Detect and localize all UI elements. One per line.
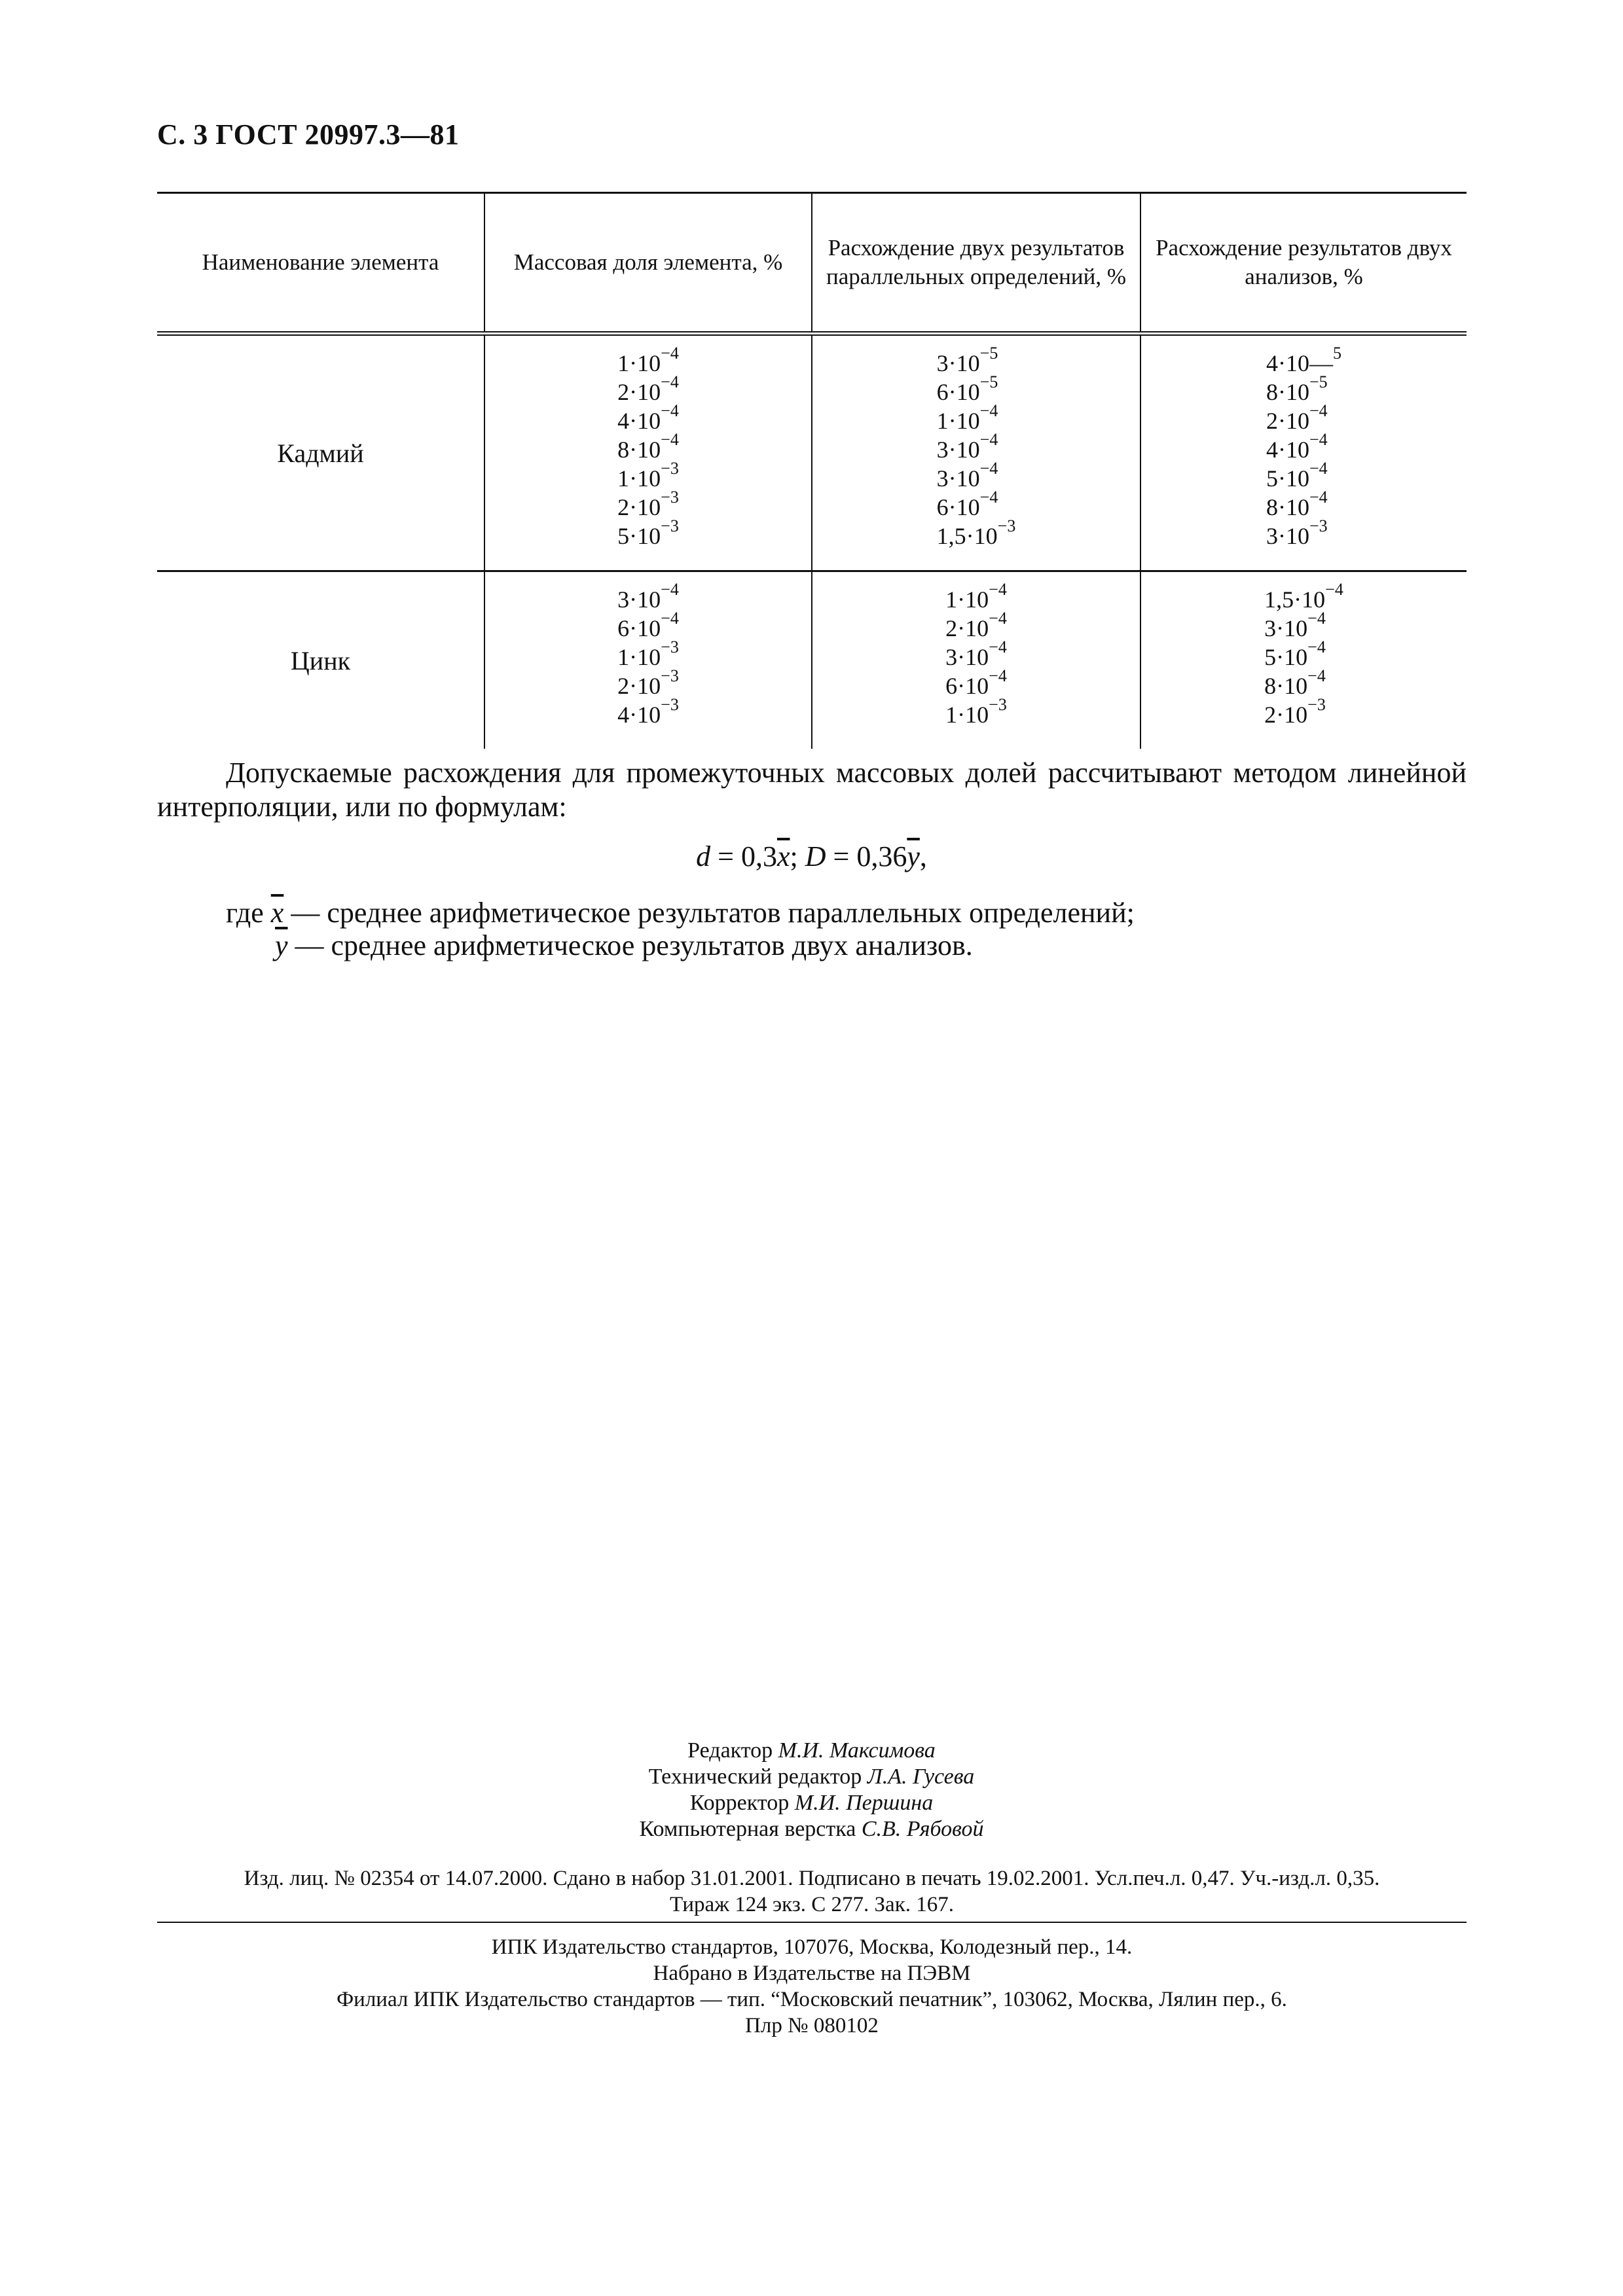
column-header-analyses: Расхождение результатов двух анализов, % — [1140, 193, 1467, 334]
value-mantissa: 4·10 — [617, 702, 661, 728]
value-exponent: −3 — [989, 695, 1007, 714]
value-exponent: −5 — [1309, 372, 1328, 391]
value-mantissa: 5·10 — [1264, 644, 1308, 670]
analyses-values-cell — [1140, 571, 1467, 749]
element-name-cell: Кадмий — [157, 334, 484, 571]
column-header-element: Наименование элемента — [157, 193, 484, 334]
element-name-cell: Цинк — [157, 571, 484, 749]
where-x-line — [226, 897, 1135, 929]
formula-D-eq: = 0,36 — [826, 840, 907, 872]
imprint-top — [157, 1865, 1467, 1918]
value-exponent: −4 — [1309, 430, 1328, 449]
credit-editor-role: Редактор — [687, 1738, 778, 1763]
imprint-line-4: Набрано в Издательстве на ПЭВМ — [653, 1962, 971, 1985]
value-exponent: −3 — [661, 516, 679, 535]
value-mantissa: 5·10 — [617, 523, 661, 549]
value-mantissa: 3·10 — [936, 350, 980, 376]
where-y-text: — среднее арифметическое результатов двух анализов. — [287, 929, 973, 961]
value-entry — [617, 695, 679, 729]
value-exponent: −4 — [979, 401, 998, 420]
value-exponent: −4 — [1307, 666, 1326, 685]
value-exponent: −4 — [661, 401, 679, 420]
value-entry — [617, 516, 679, 550]
value-mantissa: 2·10 — [1264, 702, 1308, 728]
value-mantissa: 8·10 — [1266, 494, 1309, 520]
value-mantissa: 3·10 — [1264, 615, 1308, 641]
value-exponent: −4 — [1309, 401, 1328, 420]
credit-tech-name: Л.А. Гусева — [867, 1765, 975, 1789]
imprint-line-3: ИПК Издательство стандартов, 107076, Москва, Колодезный пер., 14. — [491, 1935, 1133, 1959]
value-entry — [1266, 344, 1341, 378]
value-exponent: −4 — [979, 488, 998, 507]
value-mantissa: 3·10 — [617, 586, 661, 613]
value-mantissa: 1·10 — [617, 644, 661, 670]
value-mantissa: 1,5·10 — [936, 523, 998, 549]
value-exponent: −4 — [661, 344, 679, 363]
table-header-row — [157, 193, 1467, 334]
tolerance-table — [157, 192, 1467, 749]
value-mantissa: 2·10 — [617, 673, 661, 699]
table-row — [157, 571, 1467, 749]
value-entry — [1264, 580, 1343, 614]
formula — [0, 840, 1623, 873]
value-exponent: −3 — [661, 666, 679, 685]
value-exponent: −3 — [661, 637, 679, 656]
formula-x-mean: $\overline{x}$ — [776, 840, 790, 872]
value-mantissa: 4·10 — [1266, 437, 1309, 463]
value-exponent: −4 — [989, 637, 1007, 656]
value-exponent: −3 — [661, 695, 679, 714]
parallel-values-cell — [812, 571, 1140, 749]
value-exponent: −3 — [997, 516, 1016, 535]
value-mantissa: 6·10 — [936, 494, 980, 520]
formula-D: D — [805, 840, 826, 872]
value-exponent: −4 — [661, 609, 679, 628]
value-exponent: 5 — [1333, 344, 1341, 363]
value-entry — [1264, 637, 1343, 672]
value-exponent: −4 — [661, 430, 679, 449]
value-mantissa: 3·10 — [945, 644, 989, 670]
column-header-parallel: Расхождение двух результатов параллельных определений, % — [812, 193, 1140, 334]
value-mantissa: 1,5·10 — [1264, 586, 1326, 613]
formula-d: d — [696, 840, 711, 872]
imprint-divider — [157, 1922, 1467, 1923]
value-mantissa: 6·10 — [936, 379, 980, 405]
mass-values-list — [617, 580, 679, 729]
value-mantissa: 8·10 — [1266, 379, 1309, 405]
credit-corrector-role: Корректор — [689, 1791, 795, 1815]
value-mantissa: 2·10 — [617, 379, 661, 405]
credit-editor-name: М.И. Максимова — [778, 1738, 936, 1763]
value-entry — [1266, 401, 1341, 435]
interpolation-text: Допускаемые расхождения для промежуточных массовых долей рассчитывают методом линейной интерполяции, или по формулам: — [157, 757, 1467, 823]
value-entry — [936, 401, 1016, 435]
analyses-values-list — [1264, 580, 1343, 729]
value-entry — [1264, 666, 1343, 700]
value-mantissa: 6·10 — [617, 615, 661, 641]
credit-layout — [0, 1816, 1623, 1842]
credits-block — [0, 1738, 1623, 1842]
value-mantissa: 5·10 — [1266, 465, 1309, 492]
credit-corrector-name: М.И. Першина — [794, 1791, 934, 1815]
mass-values-list — [617, 344, 679, 550]
value-mantissa: 2·10 — [1266, 408, 1309, 434]
value-exponent: −4 — [1309, 459, 1328, 478]
value-exponent: −4 — [661, 580, 679, 599]
value-entry — [936, 344, 1016, 378]
value-mantissa: 8·10 — [617, 437, 661, 463]
value-exponent: −4 — [1307, 609, 1326, 628]
value-exponent: −5 — [979, 344, 998, 363]
where-x-text: — среднее арифметическое результатов параллельных определений; — [283, 897, 1135, 929]
page-header: С. 3 ГОСТ 20997.3—81 — [157, 118, 460, 151]
value-exponent: −5 — [979, 372, 998, 391]
parallel-values-cell — [812, 334, 1140, 571]
value-exponent: −3 — [1307, 695, 1326, 714]
value-exponent: −4 — [1309, 488, 1328, 507]
value-entry — [1266, 372, 1341, 406]
credit-tech-editor — [0, 1764, 1623, 1790]
formula-sep: ; — [790, 840, 805, 872]
value-entry — [1266, 459, 1341, 493]
analyses-values-cell — [1140, 334, 1467, 571]
value-mantissa: 4·10 — [617, 408, 661, 434]
value-mantissa: 1·10 — [945, 702, 989, 728]
value-exponent: −3 — [661, 488, 679, 507]
value-mantissa: 8·10 — [1264, 673, 1308, 699]
tolerance-table-wrap — [157, 192, 1467, 749]
table-row — [157, 334, 1467, 571]
imprint-bottom — [157, 1934, 1467, 2039]
value-entry — [1266, 488, 1341, 522]
value-mantissa: 2·10 — [617, 494, 661, 520]
value-mantissa: 3·10 — [936, 465, 980, 492]
value-exponent: −4 — [661, 372, 679, 391]
value-entry — [1266, 516, 1341, 550]
value-mantissa: 2·10 — [945, 615, 989, 641]
value-exponent: −4 — [989, 580, 1007, 599]
interpolation-paragraph — [157, 756, 1467, 824]
imprint-line-2: Тираж 124 экз. С 277. Зак. 167. — [670, 1893, 954, 1916]
value-entry — [1264, 695, 1343, 729]
value-entry — [1266, 430, 1341, 464]
value-mantissa: 3·10 — [1266, 523, 1309, 549]
formula-d-eq: = 0,3 — [710, 840, 777, 872]
value-mantissa: 1·10 — [945, 586, 989, 613]
analyses-values-list — [1266, 344, 1341, 550]
value-entry — [945, 695, 1007, 729]
value-exponent: −3 — [1309, 516, 1328, 535]
imprint-line-5: Филиал ИПК Издательство стандартов — тип. “Московский печатник”, 103062, Москва, Лялин пер., 6. — [337, 1988, 1287, 2011]
where-y-line — [275, 929, 973, 962]
value-mantissa: 4·10— — [1266, 350, 1333, 376]
value-entry — [936, 372, 1016, 406]
where-x-symbol: $\overline{x}$ — [270, 897, 284, 929]
value-exponent: −3 — [661, 459, 679, 478]
value-mantissa: 1·10 — [936, 408, 980, 434]
parallel-values-list — [936, 344, 1016, 550]
credit-tech-role: Технический редактор — [648, 1765, 867, 1789]
where-y-symbol: $\overline{y}$ — [275, 929, 288, 961]
value-exponent: −4 — [979, 459, 998, 478]
value-entry — [1264, 609, 1343, 643]
credit-layout-name: С.В. Рябовой — [861, 1817, 984, 1841]
value-entry — [936, 459, 1016, 493]
value-mantissa: 1·10 — [617, 350, 661, 376]
value-exponent: −4 — [1325, 580, 1343, 599]
value-entry — [936, 516, 1016, 550]
formula-end: , — [919, 840, 927, 872]
column-header-mass: Массовая доля элемента, % — [484, 193, 812, 334]
formula-y-mean: $\overline{y}$ — [907, 840, 920, 872]
value-mantissa: 1·10 — [617, 465, 661, 492]
mass-values-cell — [484, 334, 812, 571]
where-word: где — [226, 897, 264, 929]
credit-corrector — [0, 1790, 1623, 1816]
value-entry — [936, 430, 1016, 464]
value-exponent: −4 — [989, 609, 1007, 628]
value-exponent: −4 — [1307, 637, 1326, 656]
imprint-line-6: Плр № 080102 — [745, 2014, 879, 2037]
value-mantissa: 3·10 — [936, 437, 980, 463]
value-exponent: −4 — [989, 666, 1007, 685]
parallel-values-list — [945, 580, 1007, 729]
mass-values-cell — [484, 571, 812, 749]
credit-layout-role: Компьютерная верстка — [639, 1817, 862, 1841]
value-exponent: −4 — [979, 430, 998, 449]
imprint-line-1: Изд. лиц. № 02354 от 14.07.2000. Сдано в набор 31.01.2001. Подписано в печать 19.02.2001. Усл.печ.л. 0,47. Уч.-изд.л. 0,35. — [244, 1867, 1380, 1890]
credit-editor — [0, 1738, 1623, 1764]
value-mantissa: 6·10 — [945, 673, 989, 699]
